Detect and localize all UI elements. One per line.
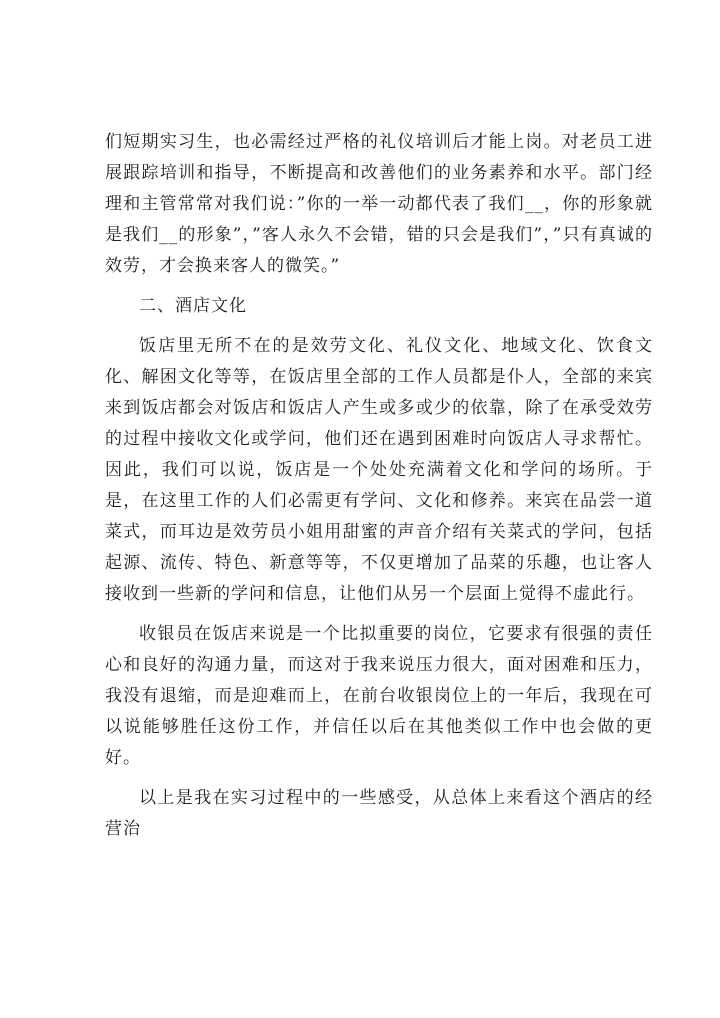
paragraph-cashier: 收银员在饭店来说是一个比拟重要的岗位，它要求有很强的责任心和良好的沟通力量，而这对于我来说压力很大，面对困难和压力，我没有退缩，而是迎难而上，在前台收银岗位上的一年后，我现在可以说能够胜任这份工作，并信任以后在其他类似工作中也会做的更好。 xyxy=(105,624,653,768)
section-heading-hotel-culture: 二、酒店文化 xyxy=(139,296,247,316)
paragraph-summary: 以上是我在实习过程中的一些感受，从总体上来看这个酒店的经营治 xyxy=(105,788,653,839)
document-body xyxy=(105,127,653,854)
paragraph-training: 们短期实习生，也必需经过严格的礼仪培训后才能上岗。对老员工进展跟踪培训和指导，不断提高和改善他们的业务素养和水平。部门经理和主管常常对我们说：”你的一举一动都代表了我们__，你的形象就是我们__的形象”，”客人永久不会错，错的只会是我们”，”只有真诚的效劳，才会换来客人的微笑。” xyxy=(105,132,653,276)
paragraph-service-culture: 饭店里无所不在的是效劳文化、礼仪文化、地域文化、饮食文化、解困文化等等，在饭店里全部的工作人员都是仆人，全部的来宾来到饭店都会对饭店和饭店人产生或多或少的依靠，除了在承受效劳的过程中接收文化或学问，他们还在遇到困难时向饭店人寻求帮忙。因此，我们可以说，饭店是一个处处充满着文化和学问的场所。于是，在这里工作的人们必需更有学问、文化和修养。来宾在品尝一道菜式，而耳边是效劳员小姐用甜蜜的声音介绍有关菜式的学问，包括起源、流传、特色、新意等等，不仅更增加了品菜的乐趣，也让客人接收到一些新的学问和信息，让他们从另一个层面上觉得不虚此行。 xyxy=(105,336,653,604)
